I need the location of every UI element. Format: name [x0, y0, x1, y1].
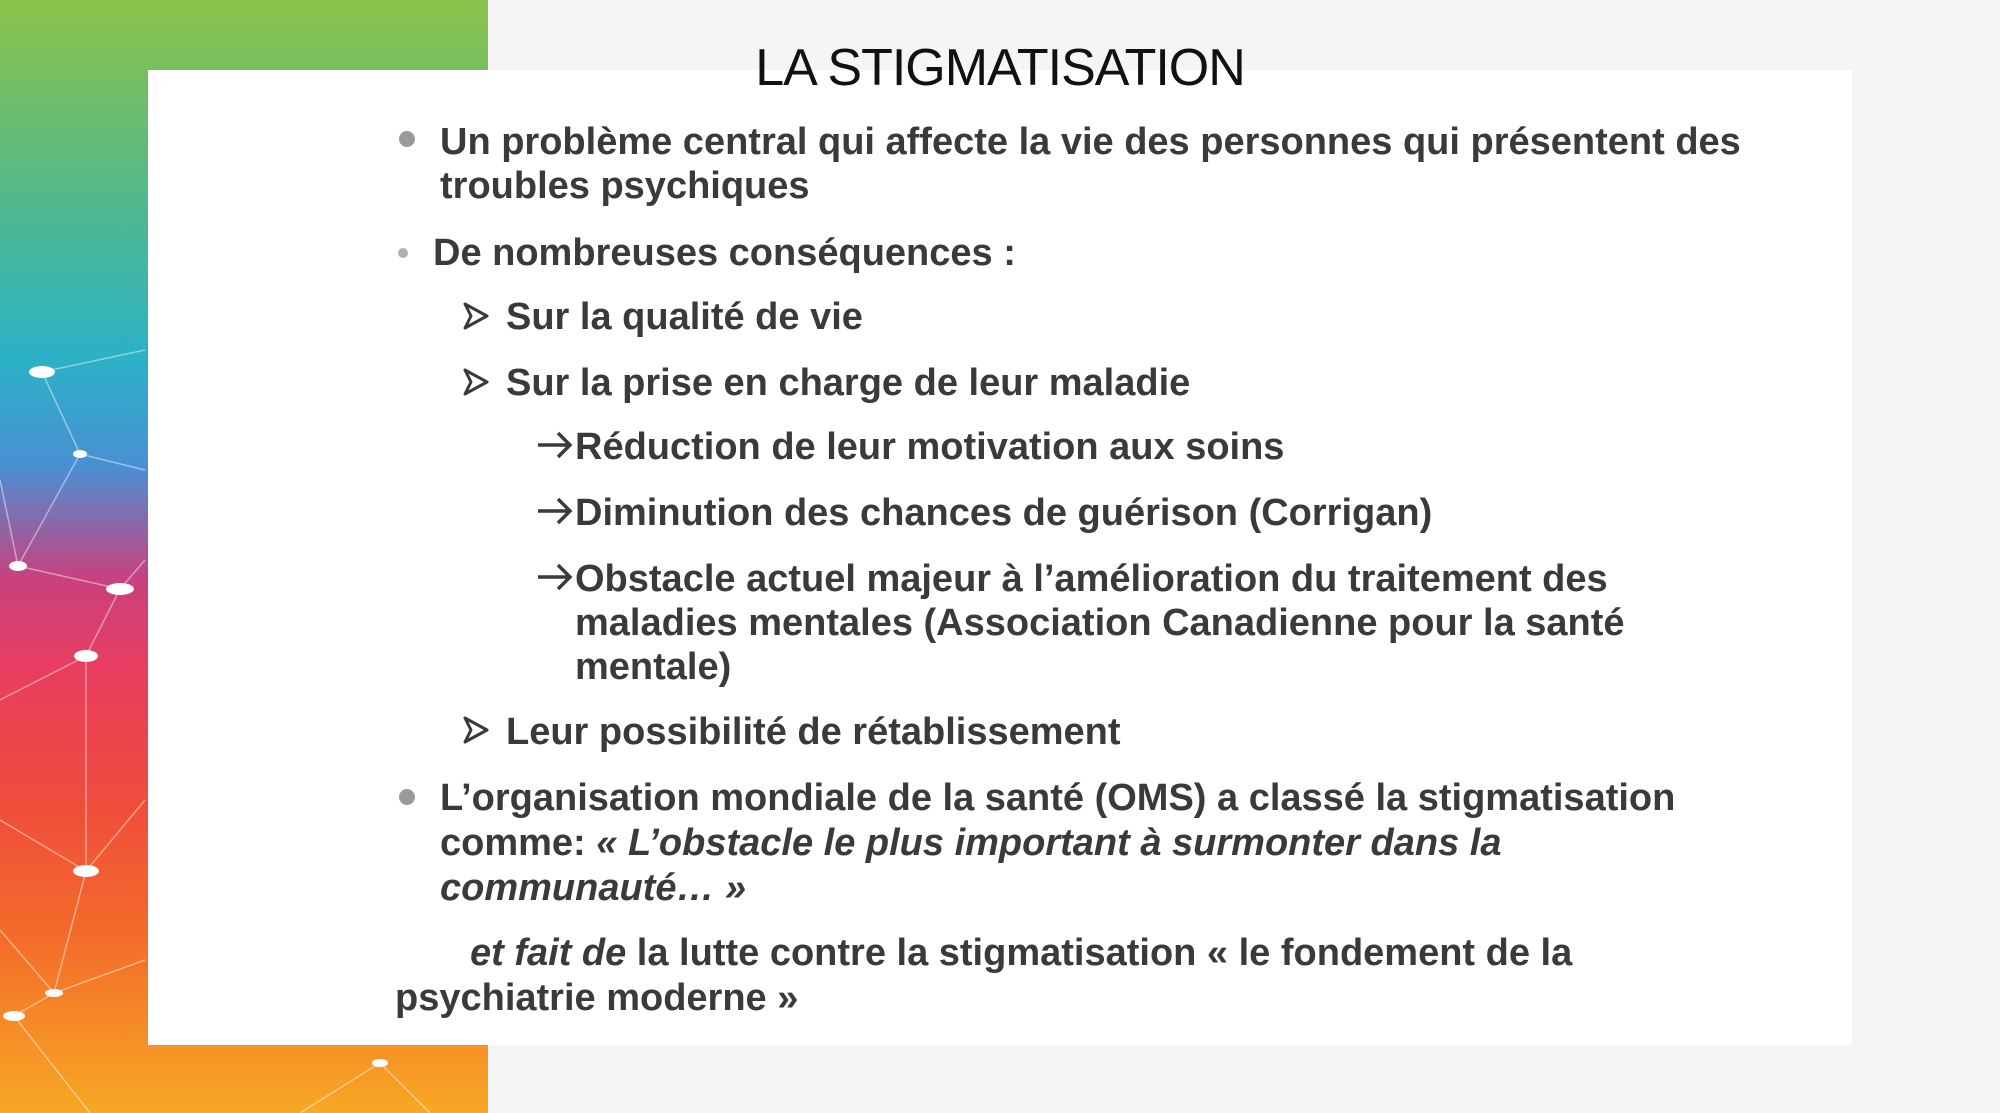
bullet2-text: De nombreuses conséquences :: [433, 232, 1016, 274]
bullet-dot: [399, 131, 415, 147]
closing-line1: [470, 931, 1572, 975]
arrowhead-icon: [462, 302, 490, 330]
closing-rest: la lutte contre la stigmatisation « le fondement de la: [626, 932, 1573, 974]
arrowhead-icon: [462, 368, 490, 396]
right-arrow-icon: [536, 430, 574, 460]
bullet3-quote: « L’obstacle le plus important à surmonter dans la: [596, 822, 1502, 864]
arrow-item-healing: Diminution des chances de guérison (Corrigan): [575, 492, 1433, 534]
arrow-item-obstacle-line1: Obstacle actuel majeur à l’amélioration du traitement des: [575, 558, 1608, 600]
sub-item-care: Sur la prise en charge de leur maladie: [506, 362, 1191, 404]
right-arrow-icon: [536, 496, 574, 526]
arrowhead-icon: [462, 716, 490, 744]
bullet1-line1: Un problème central qui affecte la vie des personnes qui présentent des: [440, 121, 1741, 163]
bullet3-line1: L’organisation mondiale de la santé (OMS) a classé la stigmatisation: [440, 777, 1676, 819]
bullet1-line2: troubles psychiques: [440, 165, 810, 207]
arrow-item-obstacle-line2: maladies mentales (Association Canadienne pour la santé: [575, 602, 1625, 644]
bullet-dot: [399, 789, 415, 805]
sub-item-recovery: Leur possibilité de rétablissement: [506, 711, 1121, 753]
sub-item-quality: Sur la qualité de vie: [506, 296, 863, 338]
bullet3-line3: communauté… »: [440, 867, 747, 909]
right-arrow-icon: [536, 562, 574, 592]
closing-line2: psychiatrie moderne »: [395, 977, 799, 1019]
closing-italic: et fait de: [470, 932, 627, 974]
slide-title: LA STIGMATISATION: [755, 39, 1245, 97]
bullet3-plain: comme:: [440, 822, 597, 864]
bullet-dot: [398, 248, 408, 258]
bullet3-line2: [440, 821, 1501, 865]
arrow-item-obstacle-line3: mentale): [575, 646, 732, 688]
arrow-item-motivation: Réduction de leur motivation aux soins: [575, 426, 1285, 468]
